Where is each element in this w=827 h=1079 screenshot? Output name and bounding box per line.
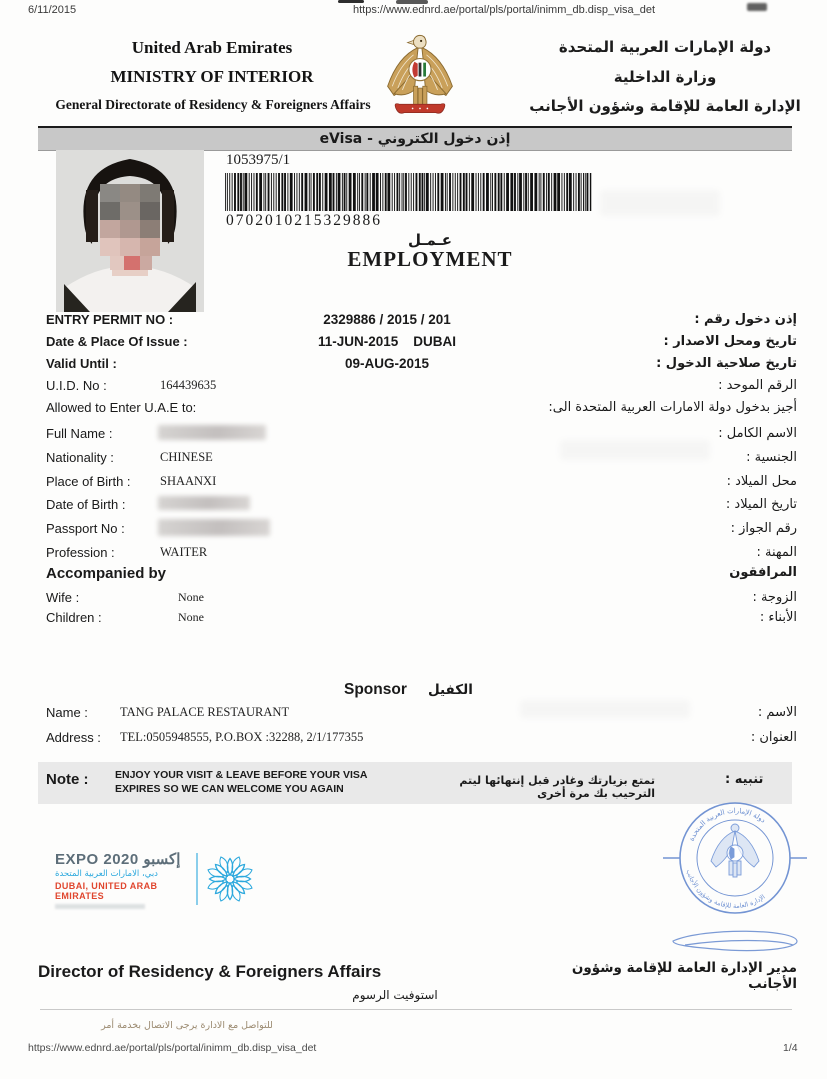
expo-line2: دبي، الامارات العربية المتحدة — [55, 869, 158, 879]
note-text-en-line2: EXPIRES SO WE CAN WELCOME YOU AGAIN — [115, 783, 344, 795]
field-value: None — [178, 590, 204, 604]
redacted-value — [158, 425, 266, 440]
header-country-en: United Arab Emirates — [131, 38, 293, 57]
field-value: 11-JUN-2015 DUBAI — [317, 334, 457, 349]
field-label-ar: إذن دخول رقم : — [694, 312, 797, 327]
field-row-children — [0, 610, 827, 630]
footer-url: https://www.ednrd.ae/portal/pls/portal/inimm_db.disp_visa_det — [28, 1042, 317, 1054]
field-label-en: U.I.D. No : — [46, 378, 107, 393]
field-label-ar: العنوان : — [750, 730, 797, 745]
field-label-ar: تاريخ ومحل الاصدار : — [663, 334, 797, 349]
field-label-ar: تاريخ الميلاد : — [725, 497, 797, 512]
scan-bleedthrough — [600, 190, 720, 216]
note-text-en — [115, 768, 367, 796]
field-label-en: Full Name : — [46, 426, 113, 441]
stamp-falcon — [711, 824, 759, 877]
field-label-ar: المهنة : — [756, 545, 797, 560]
scan-artifact — [747, 3, 767, 11]
field-label-ar: تاريخ صلاحية الدخول : — [656, 356, 797, 371]
visa-number: 1053975/1 — [226, 152, 291, 168]
expo-2020-logo — [55, 850, 190, 909]
field-label-ar: الجنسية : — [746, 450, 797, 465]
print-url: https://www.ednrd.ae/portal/pls/portal/inimm_db.disp_visa_det — [353, 4, 656, 16]
ink-signature — [673, 931, 797, 950]
svg-text:الإدارة العامة للإقامة وشؤون ا: الإدارة العامة للإقامة وشؤون الأجانب — [684, 868, 767, 911]
footer-divider — [40, 1009, 792, 1010]
field-label-en: Date of Birth : — [46, 497, 126, 512]
field-label-en: Allowed to Enter U.A.E to: — [46, 400, 197, 415]
contact-note-ar: للتواصل مع الادارة يرجى الاتصال بخدمة أمر — [101, 1020, 273, 1031]
expo-2020-mandala-icon — [204, 853, 256, 905]
barcode — [225, 173, 592, 211]
field-label-en: ENTRY PERMIT NO : — [46, 312, 174, 327]
sponsor-name-row — [0, 705, 827, 725]
field-label-en: Children : — [46, 610, 102, 625]
falcon-head — [414, 35, 427, 48]
scan-artifact — [338, 0, 364, 3]
note-text-en-line1: ENJOY YOUR VISIT & LEAVE BEFORE YOUR VISA — [115, 769, 368, 781]
field-value: TEL:0505948555, P.O.BOX :32288, 2/1/177355 — [120, 730, 364, 744]
field-value: 2329886 / 2015 / 201 — [323, 312, 451, 327]
field-value: TANG PALACE RESTAURANT — [120, 705, 290, 719]
field-row-passport — [0, 521, 827, 541]
field-label-ar: الزوجة : — [752, 590, 797, 605]
field-value: SHAANXI — [160, 474, 217, 488]
barcode-digits: 0702010215329886 — [226, 212, 382, 229]
field-label-ar: الاسم : — [757, 705, 797, 720]
field-value: None — [178, 610, 204, 624]
expo-line3: DUBAI, UNITED ARAB EMIRATES — [55, 881, 158, 901]
evisa-title-banner: إذن دخول الكتروني - eVisa — [38, 126, 792, 151]
uae-falcon-emblem-icon — [383, 32, 457, 122]
field-row-uid — [0, 378, 827, 398]
visa-type-ar: عـمـل — [408, 231, 452, 249]
field-row-valid-until — [0, 356, 827, 376]
fees-collected-ar: استوفيت الرسوم — [352, 988, 438, 1002]
accompanied-heading-ar: المرافقون — [729, 565, 797, 580]
field-row-wife — [0, 590, 827, 610]
sponsor-heading-ar: الكفيل — [428, 682, 473, 698]
field-label-en: Place of Birth : — [46, 474, 131, 489]
header-ministry-en: MINISTRY OF INTERIOR — [110, 67, 314, 86]
applicant-photo — [56, 150, 204, 312]
field-value: WAITER — [160, 545, 208, 559]
director-title-en: Director of Residency & Foreigners Affairs — [38, 962, 382, 981]
field-value: 164439635 — [160, 378, 217, 392]
field-row-birth-date — [0, 497, 827, 517]
field-label-en: Address : — [46, 730, 101, 745]
field-label-ar: أجيز بدخول دولة الامارات العربية المتحدة الى: — [548, 400, 797, 415]
field-label-ar: الرقم الموحد : — [718, 378, 797, 393]
header-country-ar: دولة الإمارات العربية المتحدة — [558, 38, 772, 56]
field-label-en: Valid Until : — [46, 356, 117, 371]
field-label-en: Date & Place Of Issue : — [46, 334, 188, 349]
field-row-profession — [0, 545, 827, 565]
header-ministry-ar: وزارة الداخلية — [613, 68, 717, 86]
field-row-entry-permit — [0, 312, 827, 332]
field-row-birth-place — [0, 474, 827, 494]
note-label-en: Note : — [46, 771, 89, 788]
field-label-en: Nationality : — [46, 450, 114, 465]
expo-line1: EXPO 2020 إكسبو — [55, 851, 181, 868]
field-label-ar: رقم الجواز : — [730, 521, 797, 536]
field-label-en: Name : — [46, 705, 88, 720]
field-label-ar: محل الميلاد : — [726, 474, 797, 489]
field-label-en: Wife : — [46, 590, 80, 605]
field-row-nationality — [0, 450, 827, 470]
accompanied-heading-row — [0, 565, 827, 585]
field-label-en: Passport No : — [46, 521, 125, 536]
field-label-ar: الاسم الكامل : — [718, 426, 797, 441]
header-directorate-ar: الإدارة العامة للإقامة وشؤون الأجانب — [529, 97, 801, 115]
page-number: 1/4 — [783, 1042, 798, 1054]
visa-type-en: EMPLOYMENT — [347, 247, 513, 271]
sponsor-heading-en: Sponsor — [344, 681, 407, 698]
field-row-full-name — [0, 426, 827, 446]
redacted-value — [158, 496, 250, 510]
svg-text:دولة الإمارات العربية المتحدة: دولة الإمارات العربية المتحدة — [687, 806, 767, 843]
field-value: 09-AUG-2015 — [344, 356, 430, 371]
redacted-value — [158, 519, 270, 536]
field-row-issue — [0, 334, 827, 354]
director-title-ar: مدير الإدارة العامة للإقامة وشؤون الأجانب — [571, 960, 797, 992]
field-label-en: Profession : — [46, 545, 115, 560]
field-label-ar: الأبناء : — [759, 610, 797, 625]
header-directorate-en: General Directorate of Residency & Foreigners Affairs — [55, 97, 371, 112]
field-row-allowed — [0, 400, 827, 420]
blue-round-official-stamp — [655, 795, 815, 965]
expo-divider — [196, 853, 198, 905]
accompanied-heading-en: Accompanied by — [46, 565, 167, 582]
note-label-ar: تنبيه : — [725, 772, 764, 787]
print-date: 6/11/2015 — [28, 4, 77, 16]
expo-faint-line — [55, 904, 145, 909]
note-text-ar: تمتع بزيارتك وغادر قبل إنتهائها ليتم الترحيب بك مرة أخرى — [459, 774, 655, 800]
field-value: CHINESE — [160, 450, 213, 464]
sponsor-address-row — [0, 730, 827, 750]
